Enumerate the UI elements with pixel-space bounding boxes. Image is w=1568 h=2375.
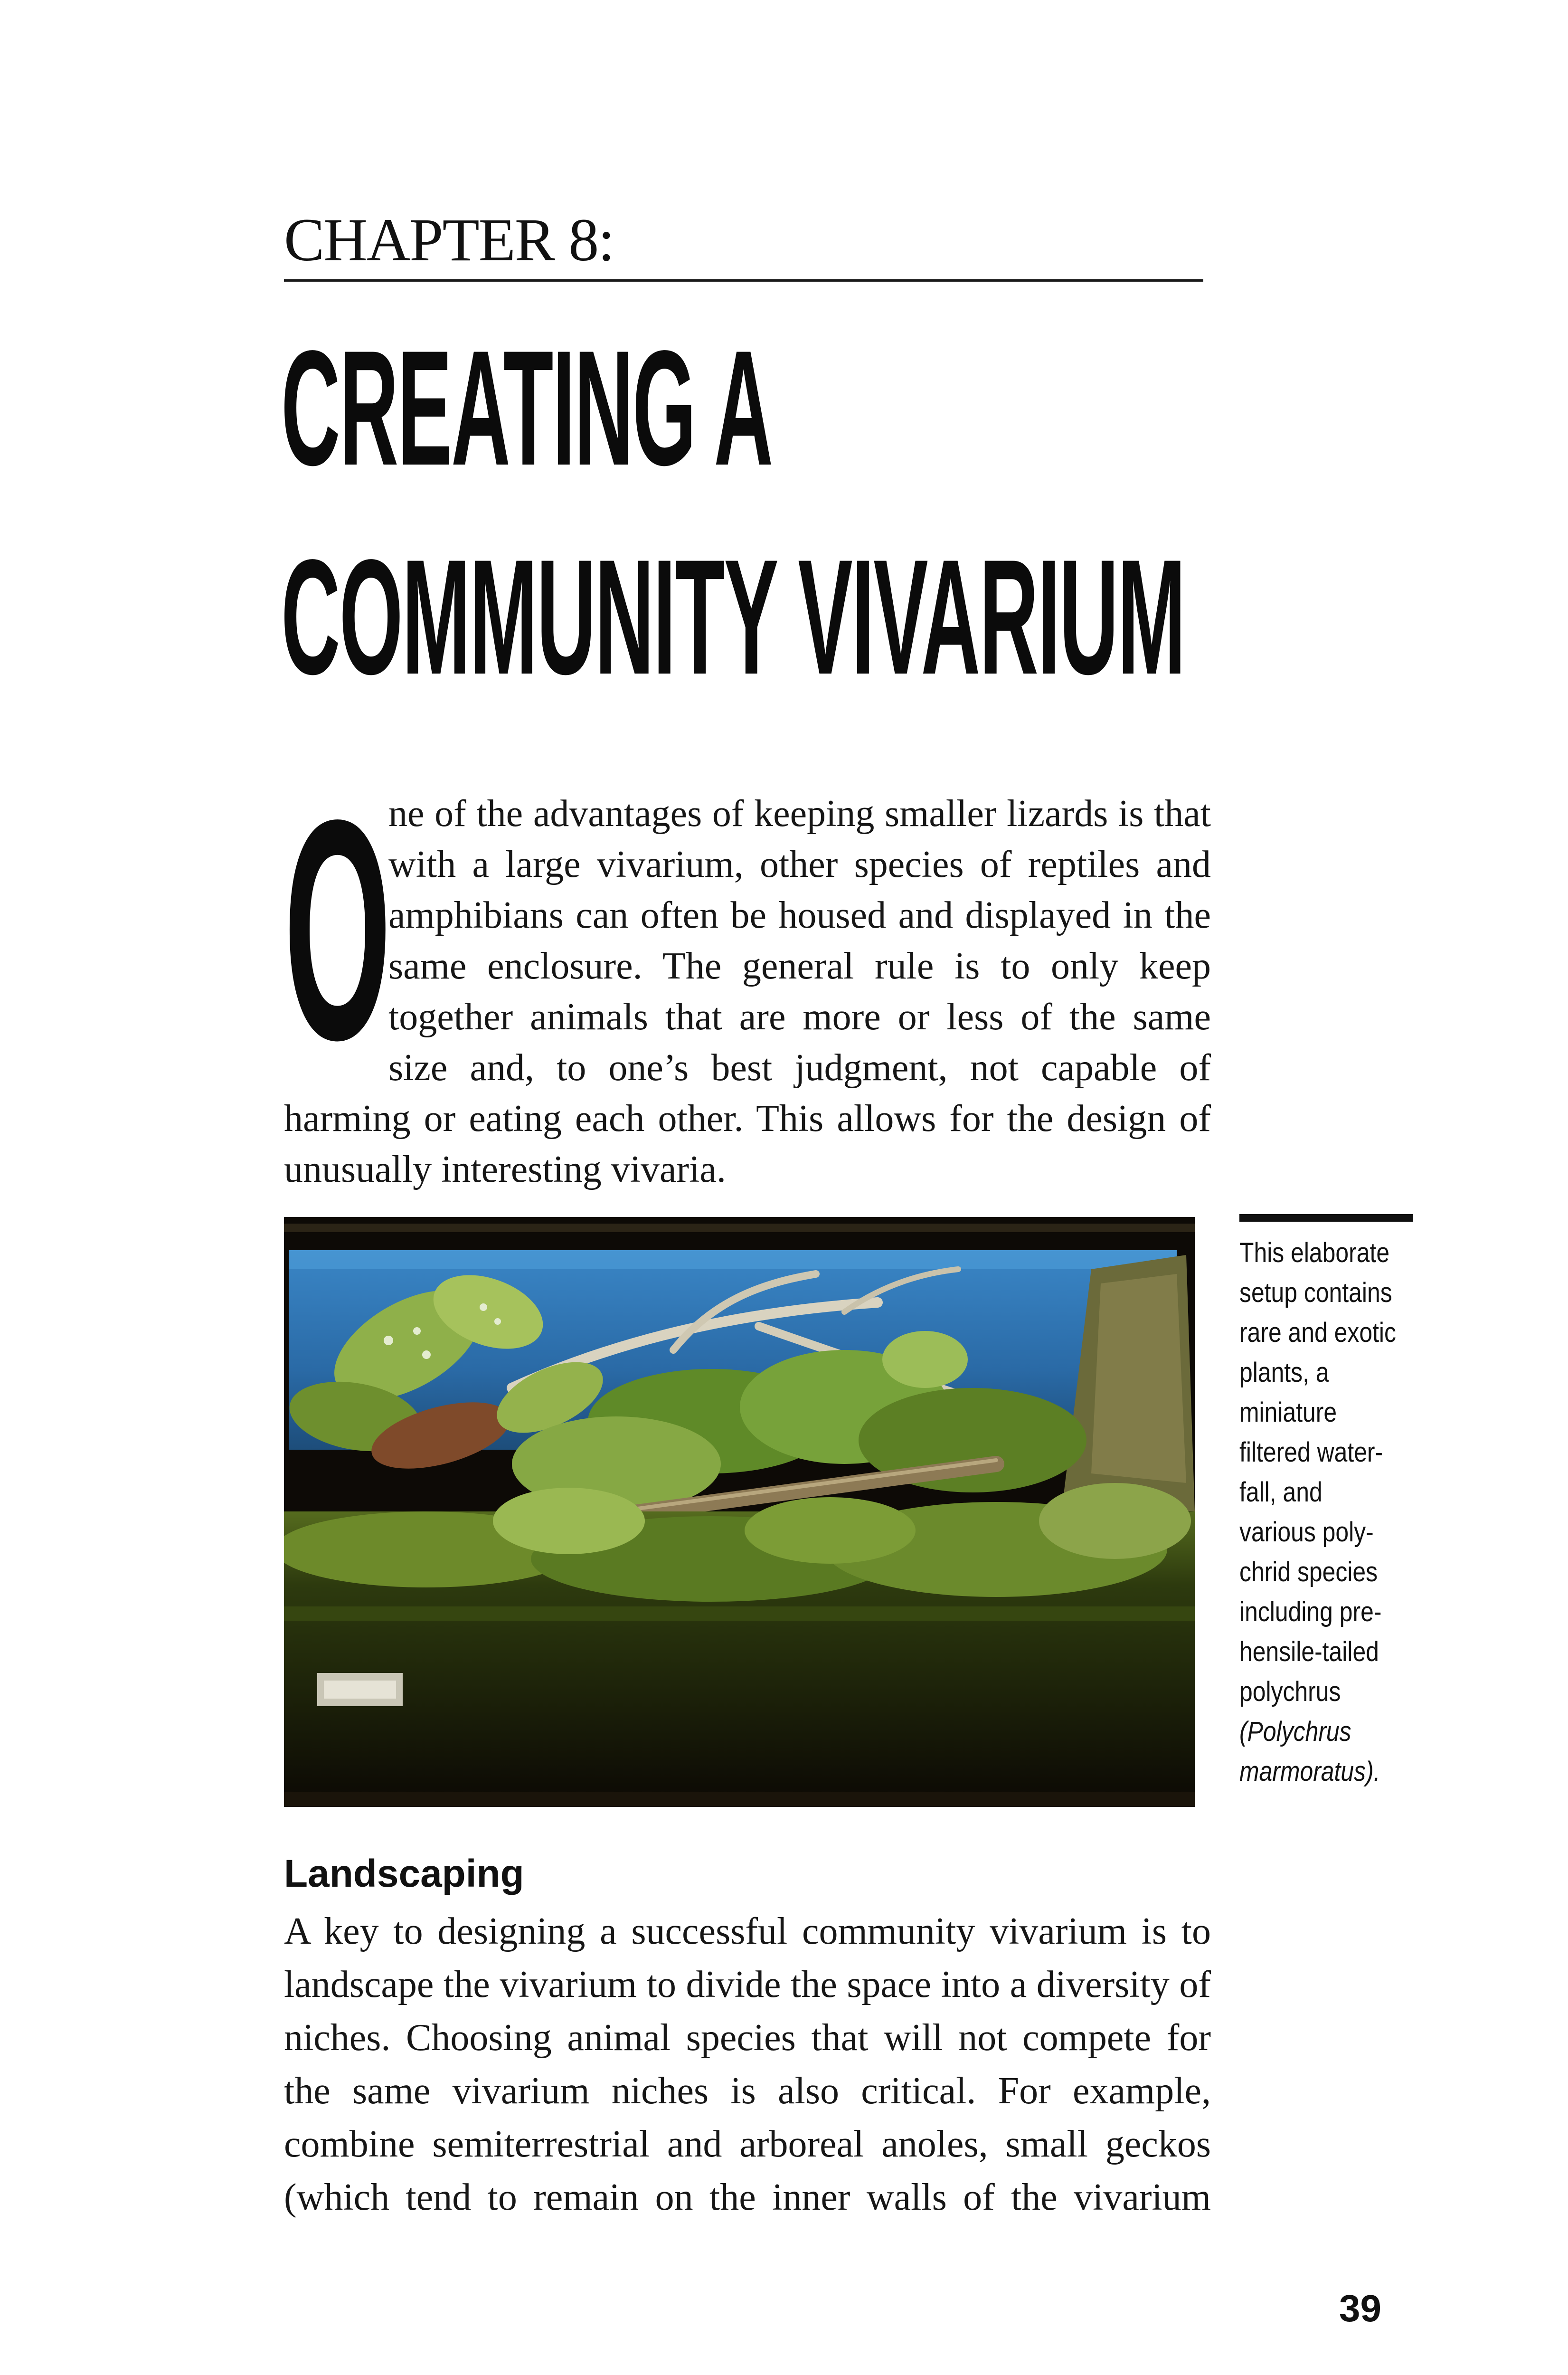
chapter-label: CHAPTER 8:	[284, 206, 614, 274]
caption-rule	[1239, 1214, 1413, 1222]
body-paragraph: A key to designing a successful community vivarium is to landscape the vivarium to divide the space into a diversity of niches. Choosing animal species that will not compete for the same vivarium niches is also critical. For example, combine semiterrestrial and arboreal anoles, small geckos (which tend to remain on the inner walls of the vivarium	[284, 1910, 1211, 2218]
caption-line: including pre-	[1239, 1596, 1382, 1627]
caption-line: filtered water-	[1239, 1437, 1383, 1468]
caption-scientific-name: marmoratus).	[1239, 1756, 1380, 1787]
drop-cap	[284, 755, 391, 1105]
caption-line: fall, and	[1239, 1477, 1322, 1508]
intro-paragraph	[284, 755, 1211, 1195]
caption-line: chrid species	[1239, 1557, 1378, 1587]
chapter-title-line-2: COMMUNITY VIVARIUM	[281, 526, 1185, 709]
caption-line: hensile-tailed	[1239, 1636, 1379, 1667]
drop-cap-letter: O	[284, 755, 391, 1105]
caption-line: various poly-	[1239, 1517, 1374, 1548]
figure-caption	[1239, 1233, 1395, 1792]
caption-scientific-name: (Polychrus	[1239, 1716, 1351, 1747]
caption-line: setup contains	[1239, 1277, 1392, 1308]
intro-text: ne of the advantages of keeping smaller lizards is that with a large vivarium, other species of reptiles and amphibians can often be housed and displayed in the same enclosure. The general rule is to only keep together animals that are more or less of the same size and, to one’s best judgment, not capable of harming or eating each other. This allows for the design of unusually interesting vivaria.	[284, 793, 1211, 1190]
chapter-title	[281, 304, 1185, 722]
caption-line: polychrus	[1239, 1676, 1341, 1707]
caption-line: plants, a	[1239, 1357, 1329, 1388]
chapter-title-line-1: CREATING A	[281, 317, 773, 500]
caption-line: miniature	[1239, 1397, 1337, 1428]
caption-line: This elaborate	[1239, 1237, 1390, 1268]
chapter-rule	[284, 279, 1203, 282]
caption-line: rare and exotic	[1239, 1317, 1396, 1348]
vivarium-photo	[284, 1217, 1195, 1807]
vivarium-photo-illustration	[284, 1217, 1195, 1807]
section-heading: Landscaping	[284, 1852, 524, 1895]
page-number: 39	[1339, 2287, 1381, 2329]
